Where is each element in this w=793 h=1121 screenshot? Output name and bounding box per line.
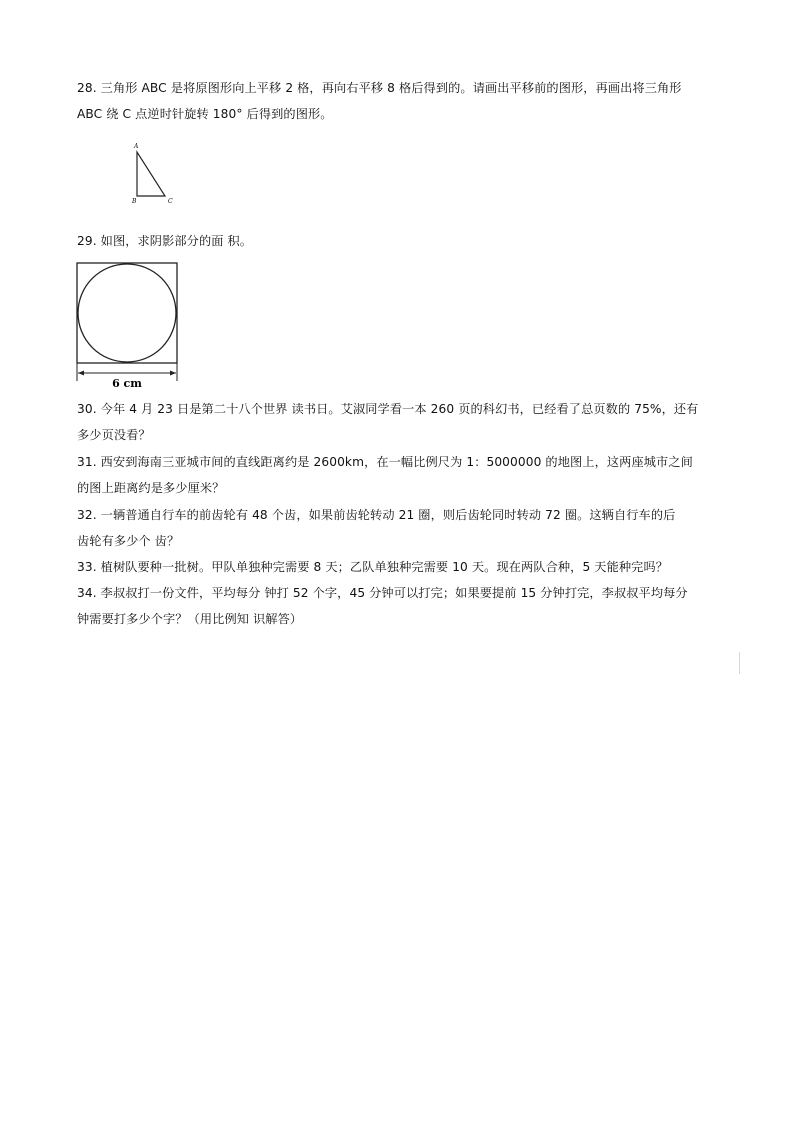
scan-edge-mark: [739, 652, 740, 674]
question-33-line-1: 33. 植树队要种一批树。甲队单独种完需要 8 天；乙队单独种完需要 10 天。现在两队合种，5 天能种完吗？: [77, 560, 669, 574]
vertex-c-label: C: [168, 198, 173, 205]
question-29-circle-square-figure: [75, 261, 181, 397]
question-29-line-1: 29. 如图，求阴影部分的面 积。: [77, 234, 253, 248]
dimension-arrow-left: [78, 371, 84, 376]
inscribed-circle: [78, 264, 176, 362]
question-31-line-2: 的图上距离约是多少厘米？: [77, 481, 225, 495]
vertex-b-label: B: [132, 198, 137, 205]
question-28-line-2: ABC 绕 C 点逆时针旋转 180° 后得到的图形。: [77, 107, 333, 121]
question-34-line-1: 34. 李叔叔打一份文件，平均每分 钟打 52 个字，45 分钟可以打完；如果要提前 15 分钟打完，李叔叔平均每分: [77, 586, 688, 600]
question-28-triangle-figure: [125, 140, 185, 214]
triangle-abc: [137, 152, 165, 196]
dimension-label: 6 cm: [112, 377, 142, 390]
question-28-line-1: 28. 三角形 ABC 是将原图形向上平移 2 格，再向右平移 8 格后得到的。请画出平移前的图形，再画出将三角形: [77, 81, 682, 95]
vertex-a-label: A: [134, 143, 139, 150]
question-34-line-2: 钟需要打多少个字？（用比例知 识解答）: [77, 612, 303, 626]
question-31-line-1: 31. 西安到海南三亚城市间的直线距离约是 2600km，在一幅比例尺为 1：5000000 的地图上，这两座城市之间: [77, 455, 693, 469]
question-32-line-2: 齿轮有多少个 齿？: [77, 534, 180, 548]
question-32-line-1: 32. 一辆普通自行车的前齿轮有 48 个齿，如果前齿轮转动 21 圈，则后齿轮同时转动 72 圈。这辆自行车的后: [77, 508, 676, 522]
question-30-line-1: 30. 今年 4 月 23 日是第二十八个世界 读书日。艾淑同学看一本 260 页的科幻书，已经看了总页数的 75%，还有: [77, 402, 699, 416]
question-30-line-2: 多少页没看？: [77, 428, 151, 442]
dimension-arrow-right: [170, 371, 176, 376]
